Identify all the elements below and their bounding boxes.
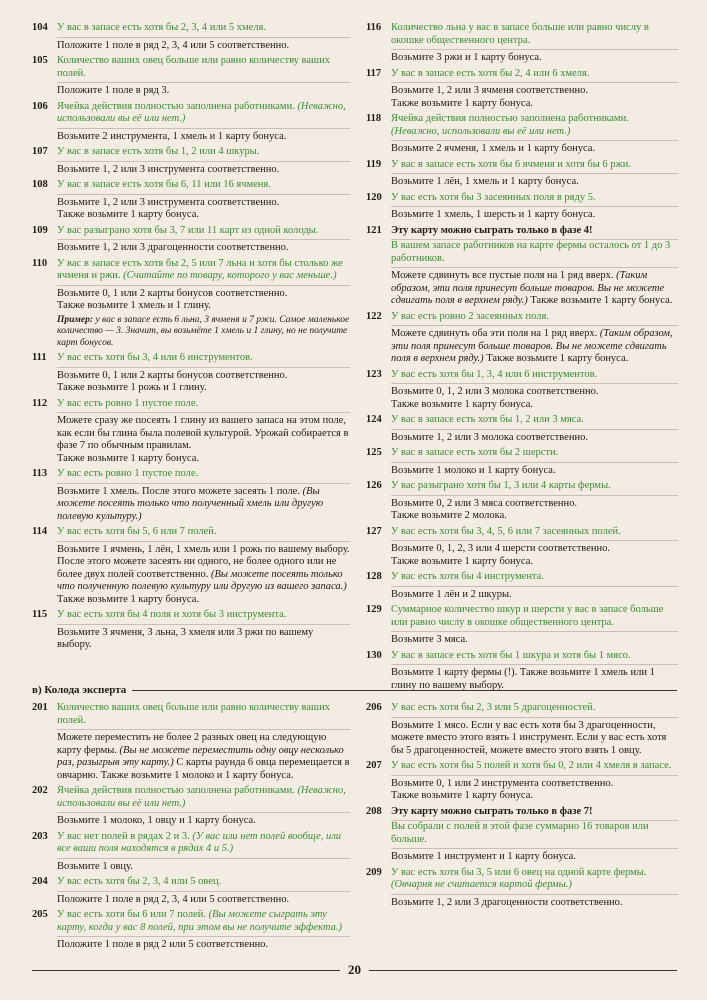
- card-condition: [57, 101, 350, 129]
- card-effect: [57, 288, 350, 313]
- card-effect: [57, 894, 350, 907]
- card-effect: [57, 415, 350, 465]
- card-body: [391, 604, 678, 647]
- card-number: 120: [366, 191, 382, 203]
- effect-note: (Таким образом, эти поля принесут больше товаров. Вы не можете сдвигать поля в верхнем ряду.): [391, 270, 665, 306]
- condition-text: Количество ваших овец больше или равно количеству ваших полей.: [57, 702, 330, 726]
- card-body: [57, 352, 350, 395]
- effect-text: Можете сразу же посеять 1 глину из вашего запаса на этом поле, как если бы глина была полевой культурой. Урожай собирается в фазе 7 по обычным правилам.: [57, 415, 349, 451]
- effect-text: Возьмите 0, 2 или 3 мяса соответственно.: [391, 497, 578, 509]
- card-body: [57, 22, 350, 52]
- effect-text: Положите 1 поле в ряд 2, 3, 4 или 5 соответственно.: [57, 39, 290, 51]
- card-number: 205: [32, 909, 48, 920]
- card-entry: [32, 785, 350, 828]
- card-condition: [57, 225, 350, 241]
- effect-text: Возьмите 1 ячмень, 1 лён, 1 хмель или 1 рожь по вашему выбору. После этого можете засеять ни одного, не более одного или не более двух полей соответственно.: [57, 543, 350, 580]
- card-body: [391, 526, 678, 569]
- card-body: [57, 55, 350, 98]
- effect-text: Возьмите 3 ржи и 1 карту бонуса.: [391, 52, 542, 63]
- effect-text: Возьмите 1 молоко и 1 карту бонуса.: [391, 464, 556, 476]
- card-entry: [366, 760, 678, 803]
- effect-text: Возьмите 0, 1, 2 или 3 молока соответственно.: [391, 386, 599, 397]
- card-condition: [391, 369, 678, 385]
- card-number: 130: [366, 649, 382, 661]
- card-entry: [32, 22, 350, 52]
- card-body: [391, 68, 678, 111]
- card-entry: [32, 225, 350, 255]
- card-condition: [391, 867, 678, 895]
- card-effect: [391, 720, 678, 758]
- example-label: Пример:: [57, 314, 94, 325]
- card-effect: [391, 498, 678, 523]
- effect-text: Возьмите 3 ячменя, 3 льна, 3 хмеля или 3 ржи по вашему выбору.: [57, 626, 314, 650]
- condition-note: (У вас или нет полей вообще, или все ваши поля находятся в рядах 4 и 5.): [57, 830, 342, 854]
- condition-text: Вы собрали с полей в этой фазе суммарно 16 товаров или больше.: [391, 821, 649, 845]
- card-condition: [57, 609, 350, 625]
- effect-text: Возьмите 2 инструмента, 1 хмель и 1 карту бонуса.: [57, 130, 287, 142]
- column-left-bottom: [32, 702, 350, 955]
- card-effect: [391, 270, 678, 308]
- card-entry: [366, 159, 678, 189]
- card-condition: [391, 192, 678, 208]
- effect-tail: Также возьмите 1 карту бонуса.: [486, 353, 629, 364]
- effect-text: Возьмите 1 овцу.: [57, 860, 133, 872]
- card-body: [391, 867, 678, 910]
- card-body: [391, 113, 678, 156]
- card-condition: [57, 55, 350, 83]
- card-effect: [57, 164, 350, 177]
- condition-text: У вас в запасе есть хотя бы 1, 2 или 3 мяса.: [391, 414, 584, 425]
- condition-text: Ячейка действия полностью заполнена работниками.: [57, 785, 295, 796]
- card-effect: [57, 131, 350, 144]
- card-phase-restriction: Эту карту можно сыграть только в фазе 7!: [391, 806, 678, 822]
- card-body: [57, 146, 350, 176]
- effect-text: Возьмите 1 лён, 1 хмель и 1 карту бонуса.: [391, 176, 579, 187]
- card-body: [57, 101, 350, 144]
- effect-text: Также возьмите 1 карту бонуса.: [391, 97, 533, 109]
- card-effect: [57, 85, 350, 98]
- condition-text: Количество льна у вас в запасе больше или равно числу в окошке общественного центра.: [391, 22, 649, 46]
- card-body: [391, 159, 678, 189]
- card-condition: [391, 702, 678, 718]
- effect-tail: Также возьмите 1 карту бонуса.: [57, 593, 199, 605]
- condition-note: (Считайте по товару, которого у вас меньше.): [123, 270, 337, 281]
- card-number: 106: [32, 100, 48, 112]
- section-rule: [132, 690, 677, 691]
- card-effect: [57, 732, 350, 782]
- card-number: 118: [366, 113, 382, 124]
- condition-text: У вас есть хотя бы 3, 5 или 6 овец на одной карте фермы.: [391, 866, 647, 878]
- effect-text: Можете переместить не более 2 разных овец на следующую карту фермы.: [57, 732, 327, 756]
- card-number: 121: [366, 224, 382, 236]
- card-entry: [366, 192, 678, 222]
- card-condition: [391, 571, 678, 587]
- card-number: 111: [32, 352, 47, 363]
- card-condition: [391, 159, 678, 175]
- column-right-top: [366, 22, 678, 695]
- card-number: 127: [366, 525, 382, 537]
- card-effect: [391, 52, 678, 65]
- card-entry: [366, 480, 678, 523]
- effect-text: Возьмите 1 карту фермы (!). Также возьмите 1 хмель или 1 глину по вашему выбору.: [391, 667, 655, 691]
- card-phase-restriction: Эту карту можно сыграть только в фазе 4!: [391, 225, 678, 241]
- condition-text: У вас есть ровно 2 засеянных поля.: [391, 310, 549, 322]
- card-condition: [57, 398, 350, 414]
- card-entry: [32, 909, 350, 952]
- card-body: [57, 526, 350, 606]
- condition-text: У вас в запасе есть хотя бы 2 шерсти.: [391, 447, 559, 458]
- card-body: [57, 225, 350, 255]
- card-body: [57, 876, 350, 906]
- card-body: [57, 468, 350, 523]
- condition-text: У вас разыграно хотя бы 1, 3 или 4 карты фермы.: [391, 480, 611, 491]
- card-body: [391, 192, 678, 222]
- card-entry: [366, 806, 678, 864]
- card-entry: [366, 526, 678, 569]
- condition-text: Ячейка действия полностью заполнена работниками.: [391, 113, 629, 124]
- card-number: 204: [32, 876, 48, 887]
- card-entry: [32, 831, 350, 874]
- card-body: [57, 785, 350, 828]
- card-entry: [366, 447, 678, 477]
- card-number: 116: [366, 22, 382, 33]
- card-condition: [57, 831, 350, 859]
- card-entry: [32, 258, 350, 350]
- condition-text: У вас нет полей в рядах 2 и 3.: [57, 830, 190, 842]
- card-effect: [57, 197, 350, 222]
- card-condition: [391, 68, 678, 84]
- effect-note: (Таким образом, эти поля принесут больше товаров. Вы не можете сдвигать поля в верхнем ряду.): [391, 328, 673, 364]
- card-entry: [366, 311, 678, 366]
- condition-text: У вас есть ровно 1 пустое поле.: [57, 468, 199, 479]
- card-number: 110: [32, 257, 48, 269]
- effect-text: Возьмите 2 ячменя, 1 хмель и 1 карту бонуса.: [391, 143, 596, 154]
- condition-text: У вас есть хотя бы 3 засеянных поля в ряду 5.: [391, 191, 596, 203]
- card-body: [57, 831, 350, 874]
- effect-text: Возьмите 1 хмель, 1 шерсть и 1 карту бонуса.: [391, 209, 596, 220]
- effect-text: Можете сдвинуть все пустые поля на 1 ряд вверх.: [391, 270, 614, 281]
- condition-text: У вас в запасе есть хотя бы 1, 2 или 4 шкуры.: [57, 146, 260, 157]
- card-entry: [366, 604, 678, 647]
- section-heading: [32, 684, 677, 697]
- card-entry: [32, 468, 350, 523]
- card-number: 105: [32, 55, 48, 66]
- card-entry: [366, 113, 678, 156]
- effect-text: Возьмите 1 мясо. Если у вас есть хотя бы 3 драгоценности, можете вместо этого взять 1 инструмент. Если у вас есть хотя бы 5 драгоценностей, можете вместо этого взять 1 овцу.: [391, 719, 667, 756]
- column-left-top: [32, 22, 350, 655]
- card-effect: [391, 778, 678, 803]
- card-number: 114: [32, 526, 48, 537]
- card-number: 202: [32, 785, 48, 796]
- card-condition: [57, 876, 350, 892]
- effect-text: Возьмите 1, 2 или 3 инструмента соответственно.: [57, 196, 280, 208]
- condition-note: (Вы можете сыграть эту карту, когда у вас 8 полей, при этом вы не получите эффекта.): [57, 909, 342, 933]
- card-number: 123: [366, 368, 382, 380]
- card-effect: [391, 386, 678, 411]
- card-condition: [57, 258, 350, 286]
- card-number: 108: [32, 179, 48, 190]
- card-entry: [32, 876, 350, 906]
- card-condition: [57, 785, 350, 813]
- condition-text: У вас есть хотя бы 4 поля и хотя бы 3 инструмента.: [57, 609, 287, 620]
- effect-text: Возьмите 1 хмель. После этого можете засеять 1 поле.: [57, 485, 300, 497]
- card-number: 104: [32, 22, 48, 33]
- card-number: 117: [366, 67, 382, 79]
- card-number: 126: [366, 480, 382, 491]
- card-body: [57, 609, 350, 652]
- card-body: [391, 225, 678, 308]
- card-body: [391, 571, 678, 601]
- card-number: 209: [366, 866, 382, 878]
- card-effect: [57, 815, 350, 828]
- effect-text: Возьмите 3 мяса.: [391, 634, 468, 645]
- card-body: [391, 369, 678, 412]
- page-footer: [32, 962, 677, 978]
- condition-text: У вас есть хотя бы 6 или 7 полей.: [57, 909, 207, 920]
- condition-note: (Овчарня не считается картой фермы.): [391, 879, 572, 890]
- condition-text: У вас в запасе есть хотя бы 2, 3, 4 или 5 хмеля.: [57, 22, 267, 33]
- card-body: [57, 258, 350, 350]
- card-effect: [391, 176, 678, 189]
- card-entry: [366, 68, 678, 111]
- condition-note: (Неважно, использовали вы её или нет.): [57, 785, 346, 809]
- card-condition: [391, 650, 678, 666]
- condition-text: В вашем запасе работников на карте фермы осталось от 1 до 3 работников.: [391, 240, 671, 264]
- effect-tail: С карты раунда 6 овца перемещается в овчарню. Также возьмите 1 молоко и 1 карту бонуса.: [57, 757, 350, 781]
- card-number: 122: [366, 310, 382, 322]
- condition-text: У вас в запасе есть хотя бы 6, 11 или 16 ячменя.: [57, 179, 271, 190]
- card-condition: [391, 414, 678, 430]
- card-condition: [57, 352, 350, 368]
- card-number: 208: [366, 805, 382, 817]
- card-condition: [57, 146, 350, 162]
- card-condition: [57, 468, 350, 484]
- condition-text: У вас есть хотя бы 3, 4, 5, 6 или 7 засеянных полей.: [391, 525, 621, 537]
- effect-text: Возьмите 1, 2 или 3 драгоценности соответственно.: [57, 242, 289, 253]
- effect-text: Также возьмите 1 рожь и 1 глину.: [57, 382, 207, 393]
- card-body: [391, 702, 678, 757]
- condition-text: Количество ваших овец больше или равно количеству ваших полей.: [57, 55, 330, 79]
- card-entry: [366, 369, 678, 412]
- card-number: 109: [32, 224, 48, 236]
- effect-text: Также возьмите 1 карту бонуса.: [57, 452, 199, 464]
- card-number: 119: [366, 158, 382, 170]
- condition-text: У вас в запасе есть хотя бы 6 ячменя и хотя бы 6 ржи.: [391, 158, 632, 170]
- card-effect: [57, 544, 350, 607]
- card-number: 113: [32, 468, 48, 479]
- card-effect: [391, 851, 678, 864]
- condition-text: Суммарное количество шкур и шерсти у вас в запасе больше или равно числу в окошке общественного центра.: [391, 604, 664, 628]
- card-effect: [391, 465, 678, 478]
- effect-note: (Вы можете посеять только что полученный хмель или другую полевую культуру.): [57, 485, 324, 522]
- card-effect: [57, 486, 350, 524]
- card-body: [57, 398, 350, 466]
- condition-text: Ячейка действия полностью заполнена работниками.: [57, 100, 295, 112]
- effect-text: Можете сдвинуть оба эти поля на 1 ряд вверх.: [391, 328, 598, 339]
- card-effect: [57, 861, 350, 874]
- card-condition: [57, 22, 350, 38]
- footer-rule-right: [369, 970, 677, 971]
- card-number: 206: [366, 702, 382, 713]
- card-body: [391, 806, 678, 864]
- card-entry: [32, 609, 350, 652]
- section-title: в) Колода эксперта: [32, 684, 127, 696]
- card-condition: [57, 702, 350, 730]
- condition-text: У вас есть хотя бы 4 инструмента.: [391, 571, 544, 582]
- footer-rule-left: [32, 970, 340, 971]
- effect-text: Возьмите 0, 1 или 2 инструмента соответственно.: [391, 777, 614, 789]
- card-condition: [391, 240, 678, 268]
- card-effect: [391, 209, 678, 222]
- card-number: 129: [366, 604, 382, 615]
- card-body: [391, 447, 678, 477]
- card-condition: [391, 526, 678, 542]
- card-effect: [391, 85, 678, 110]
- card-example: [57, 315, 350, 350]
- example-text: у вас в запасе есть 6 льна, 3 ячменя и 7 ржи. Самое маленькое количество — 3. Значит, вы возьмёте 1 хмель и 1 глину, но не получите карт бонусов.: [57, 314, 350, 348]
- card-entry: [32, 702, 350, 782]
- effect-text: Возьмите 1, 2 или 3 ячменя соответственно.: [391, 85, 588, 96]
- condition-text: У вас есть хотя бы 5, 6 или 7 полей.: [57, 526, 217, 537]
- condition-text: У вас в запасе есть хотя бы 2, 5 или 7 льна и хотя бы столько же ячменя и ржи.: [57, 257, 343, 281]
- card-condition: [391, 113, 678, 141]
- card-entry: [32, 55, 350, 98]
- condition-text: У вас есть хотя бы 1, 3, 4 или 6 инструментов.: [391, 368, 598, 380]
- column-right-bottom: [366, 702, 678, 912]
- effect-text: Положите 1 поле в ряд 2 или 5 соответственно.: [57, 939, 269, 950]
- effect-text: Возьмите 1, 2 или 3 инструмента соответственно.: [57, 163, 280, 175]
- card-effect: [57, 370, 350, 395]
- card-entry: [32, 526, 350, 606]
- card-effect: [391, 328, 678, 366]
- card-body: [391, 311, 678, 366]
- effect-tail: Также возьмите 1 карту бонуса.: [530, 295, 673, 306]
- card-entry: [32, 352, 350, 395]
- effect-text: Также возьмите 1 карту бонуса.: [391, 555, 533, 567]
- condition-text: У вас в запасе есть хотя бы 2, 4 или 6 хмеля.: [391, 67, 590, 79]
- effect-text: Также возьмите 1 карту бонуса.: [57, 209, 199, 220]
- card-condition: [391, 480, 678, 496]
- card-body: [57, 702, 350, 782]
- effect-text: Возьмите 0, 1, 2, 3 или 4 шерсти соответственно.: [391, 543, 610, 554]
- card-body: [391, 22, 678, 65]
- card-effect: [57, 627, 350, 652]
- effect-text: Возьмите 1 молоко, 1 овцу и 1 карту бонуса.: [57, 815, 256, 826]
- effect-text: Возьмите 0, 1 или 2 карты бонусов соответственно.: [57, 369, 288, 381]
- card-effect: [57, 40, 350, 53]
- page-number: 20: [348, 962, 361, 977]
- card-effect: [57, 242, 350, 255]
- condition-text: У вас есть ровно 1 пустое поле.: [57, 397, 199, 409]
- card-condition: [391, 760, 678, 776]
- card-number: 112: [32, 397, 48, 409]
- card-body: [57, 179, 350, 222]
- card-entry: [366, 225, 678, 308]
- card-entry: [32, 179, 350, 222]
- card-number: 107: [32, 146, 48, 157]
- card-entry: [32, 101, 350, 144]
- effect-text: Также возьмите 1 карту бонуса.: [391, 790, 533, 801]
- card-entry: [366, 867, 678, 910]
- card-body: [391, 480, 678, 523]
- effect-text: Положите 1 поле в ряд 3.: [57, 85, 170, 96]
- condition-text: У вас есть хотя бы 2, 3 или 5 драгоценностей.: [391, 702, 596, 713]
- card-number: 128: [366, 571, 382, 582]
- card-effect: [391, 432, 678, 445]
- effect-text: Возьмите 1 инструмент и 1 карту бонуса.: [391, 851, 576, 862]
- card-number: 201: [32, 702, 48, 713]
- card-condition: [391, 821, 678, 849]
- card-effect: [391, 543, 678, 568]
- condition-text: У вас есть хотя бы 5 полей и хотя бы 0, 2 или 4 хмеля в запасе.: [391, 760, 672, 771]
- effect-text: Возьмите 1, 2 или 3 драгоценности соответственно.: [391, 896, 623, 908]
- card-condition: [57, 909, 350, 937]
- condition-text: У вас разыграно хотя бы 3, 7 или 11 карт из одной колоды.: [57, 224, 319, 236]
- card-entry: [366, 414, 678, 444]
- condition-note: (Неважно, использовали вы её или нет.): [57, 100, 346, 124]
- card-body: [391, 414, 678, 444]
- card-effect: [391, 897, 678, 910]
- condition-text: У вас есть хотя бы 2, 3, 4 или 5 овец.: [57, 876, 222, 887]
- card-entry: [366, 702, 678, 757]
- card-number: 115: [32, 609, 48, 620]
- effect-text: Также возьмите 1 карту бонуса.: [391, 398, 533, 410]
- condition-text: У вас в запасе есть хотя бы 1 шкура и хотя бы 1 мясо.: [391, 649, 631, 661]
- card-condition: [391, 604, 678, 632]
- card-condition: [391, 447, 678, 463]
- card-number: 124: [366, 414, 382, 425]
- card-entry: [366, 571, 678, 601]
- card-body: [391, 760, 678, 803]
- card-number: 125: [366, 447, 382, 458]
- card-entry: [32, 398, 350, 466]
- effect-text: Также возьмите 1 хмель и 1 глину.: [57, 300, 211, 311]
- card-condition: [391, 22, 678, 50]
- effect-text: Возьмите 1, 2 или 3 молока соответственно.: [391, 431, 588, 443]
- card-effect: [391, 589, 678, 602]
- card-effect: [57, 939, 350, 952]
- card-effect: [391, 634, 678, 647]
- card-effect: [391, 143, 678, 156]
- card-condition: [391, 311, 678, 327]
- card-number: 203: [32, 830, 48, 842]
- effect-note: (Вы не можете переместить одну овцу несколько раз, разыгрыв эту карту.): [57, 744, 344, 768]
- card-condition: [57, 179, 350, 195]
- card-number: 207: [366, 760, 382, 771]
- effect-text: Возьмите 0, 1 или 2 карты бонусов соответственно.: [57, 287, 288, 299]
- condition-text: У вас есть хотя бы 3, 4 или 6 инструментов.: [57, 352, 253, 363]
- card-entry: [32, 146, 350, 176]
- condition-note: (Неважно, использовали вы её или нет.): [391, 125, 571, 137]
- effect-text: Положите 1 поле в ряд 2, 3, 4 или 5 соответственно.: [57, 893, 290, 905]
- effect-note: (Вы можете посеять только что полученную полевую культуру или другую из вашего запаса.): [57, 568, 347, 592]
- effect-text: Также возьмите 2 молока.: [391, 510, 507, 521]
- effect-text: Возьмите 1 лён и 2 шкуры.: [391, 588, 512, 600]
- card-entry: [366, 22, 678, 65]
- card-condition: [57, 526, 350, 542]
- card-body: [57, 909, 350, 952]
